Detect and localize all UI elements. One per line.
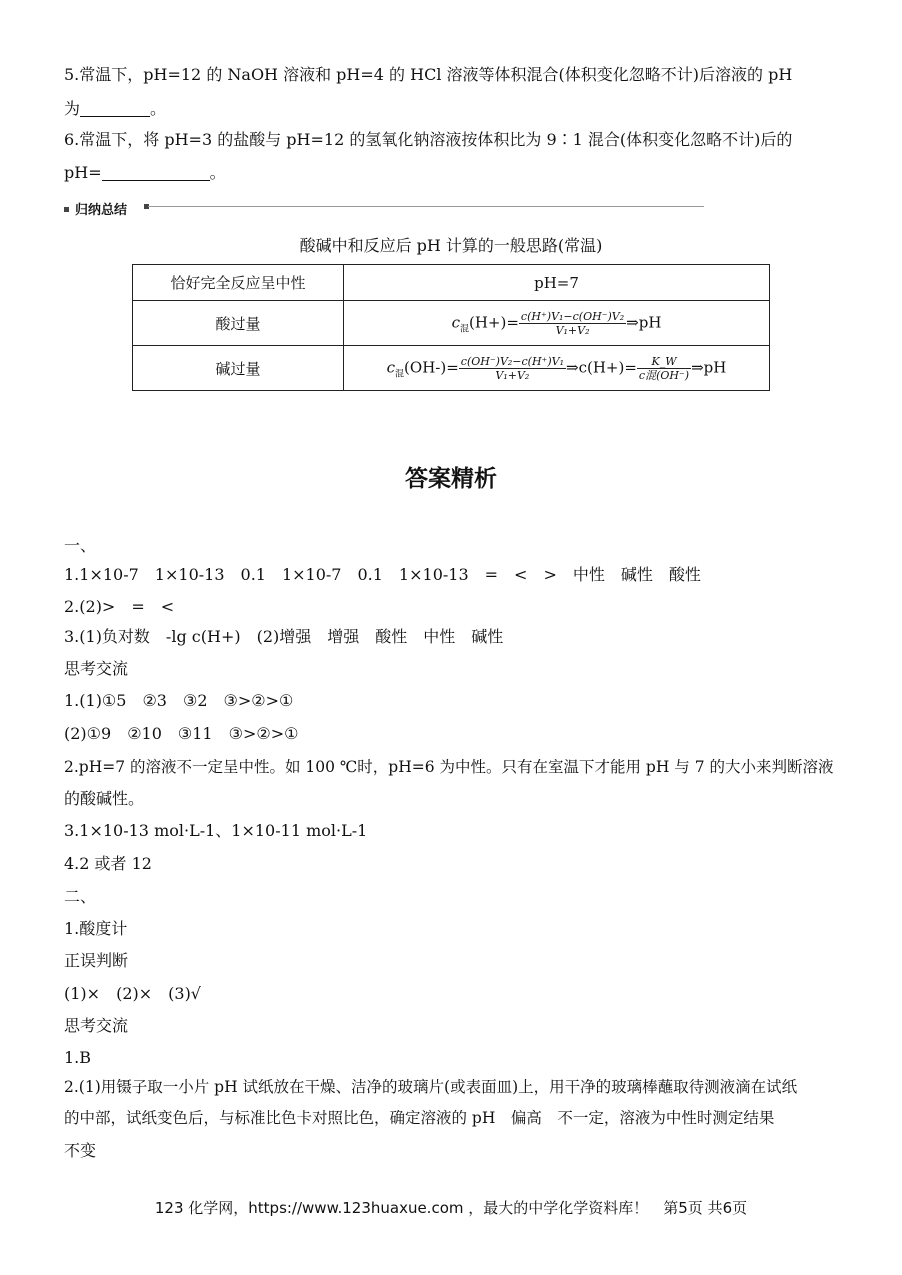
answer-line: 1.1×10-7 1×10-13 0.1 1×10-7 0.1 1×10-13 = < > 中性 碱性 酸性 — [64, 565, 701, 584]
summary-table — [132, 264, 770, 391]
fraction-denominator: V₁+V₂ — [555, 323, 590, 337]
fraction-denominator: V₁+V₂ — [495, 368, 530, 382]
answer-line: 1.B — [64, 1048, 92, 1067]
formula-ion: (H+)= — [469, 313, 519, 331]
formula-symbol: c — [451, 313, 460, 331]
question-5-line2 — [64, 98, 166, 120]
table-row — [133, 346, 770, 391]
question-5-prefix: 为 — [64, 99, 81, 118]
fraction — [519, 310, 626, 337]
table-row — [133, 265, 770, 301]
square-bullet-icon — [64, 207, 69, 212]
answer-line: 二、 — [64, 887, 97, 906]
question-6-line2 — [64, 162, 226, 184]
table-title: 酸碱中和反应后 pH 计算的一般思路(常温) — [299, 236, 603, 255]
fraction-numerator: c(H⁺)V₁−c(OH⁻)V₂ — [520, 309, 625, 323]
table-cell-label: 酸过量 — [133, 301, 344, 346]
answer-line: (1)× (2)× (3)√ — [64, 984, 202, 1003]
answer-line: 3.1×10-13 mol·L-1、1×10-11 mol·L-1 — [64, 821, 368, 840]
table-cell-formula — [344, 301, 770, 346]
answer-blank — [102, 164, 210, 181]
question-6-prefix: pH= — [64, 163, 102, 182]
answer-blank — [80, 100, 150, 117]
answer-line: 思考交流 — [64, 1016, 129, 1035]
question-5-line1: 5.常温下，pH=12 的 NaOH 溶液和 pH=4 的 HCl 溶液等体积混合(体积变化忽略不计)后溶液的 pH — [64, 65, 793, 84]
divider — [148, 206, 704, 207]
answer-line: 2.(2)> = < — [64, 597, 175, 616]
formula-ion: (OH-)= — [404, 358, 459, 376]
table-row — [133, 301, 770, 346]
answer-line: 不变 — [64, 1141, 97, 1160]
fraction-numerator: c(OH⁻)V₂−c(H⁺)V₁ — [460, 354, 565, 368]
formula-result: ⇒pH — [626, 313, 662, 331]
formula-mid: ⇒c(H+)= — [566, 358, 637, 376]
fraction — [637, 355, 691, 382]
question-6-end: 。 — [209, 163, 226, 182]
table-cell-label: 碱过量 — [133, 346, 344, 391]
answer-line: 思考交流 — [64, 659, 129, 678]
formula-subscript: 混 — [459, 324, 469, 334]
question-6-line1: 6.常温下，将 pH=3 的盐酸与 pH=12 的氢氧化钠溶液按体积比为 9∶1 混合(体积变化忽略不计)后的 — [64, 130, 793, 149]
formula-symbol: c — [386, 358, 396, 376]
answer-line: 1.酸度计 — [64, 919, 128, 938]
table-cell-formula: pH=7 — [344, 265, 770, 301]
answer-line: 正误判断 — [64, 951, 129, 970]
answer-line: 一、 — [64, 536, 97, 555]
summary-header-label: 归纳总结 — [75, 203, 128, 218]
answer-line: 3.(1)负对数 -lg c(H+) (2)增强 增强 酸性 中性 碱性 — [64, 627, 504, 646]
answer-line: 2.pH=7 的溶液不一定呈中性。如 100 ℃时，pH=6 为中性。只有在室温下才能用 pH 与 7 的大小来判断溶液 — [64, 758, 834, 776]
answer-line: 的酸碱性。 — [64, 789, 145, 808]
page-footer: 123 化学网，https://www.123huaxue.com ，最大的中学化学资料库！ 第5页 共6页 — [154, 1199, 748, 1217]
answer-line: 2.(1)用镊子取一小片 pH 试纸放在干燥、洁净的玻璃片(或表面皿)上，用干净的玻璃棒蘸取待测液滴在试纸 — [64, 1078, 798, 1096]
answer-line: 4.2 或者 12 — [64, 854, 152, 873]
answer-line: 的中部，试纸变色后，与标准比色卡对照比色，确定溶液的 pH 偏高 不一定，溶液为中性时测定结果 — [64, 1109, 775, 1127]
answers-title: 答案精析 — [405, 465, 497, 492]
table-cell-formula — [344, 346, 770, 391]
answer-line: 1.(1)①5 ②3 ③2 ③>②>① — [64, 691, 294, 710]
fraction-denominator: c混(OH⁻) — [638, 368, 690, 382]
formula-result: ⇒pH — [691, 358, 727, 376]
fraction-numerator: K_W — [637, 355, 691, 369]
answer-line: (2)①9 ②10 ③11 ③>②>① — [64, 724, 299, 743]
table-cell-label: 恰好完全反应呈中性 — [133, 265, 344, 301]
fraction — [459, 355, 566, 382]
formula-subscript: 混 — [395, 369, 405, 379]
question-5-end: 。 — [150, 99, 167, 118]
summary-header — [64, 199, 704, 218]
